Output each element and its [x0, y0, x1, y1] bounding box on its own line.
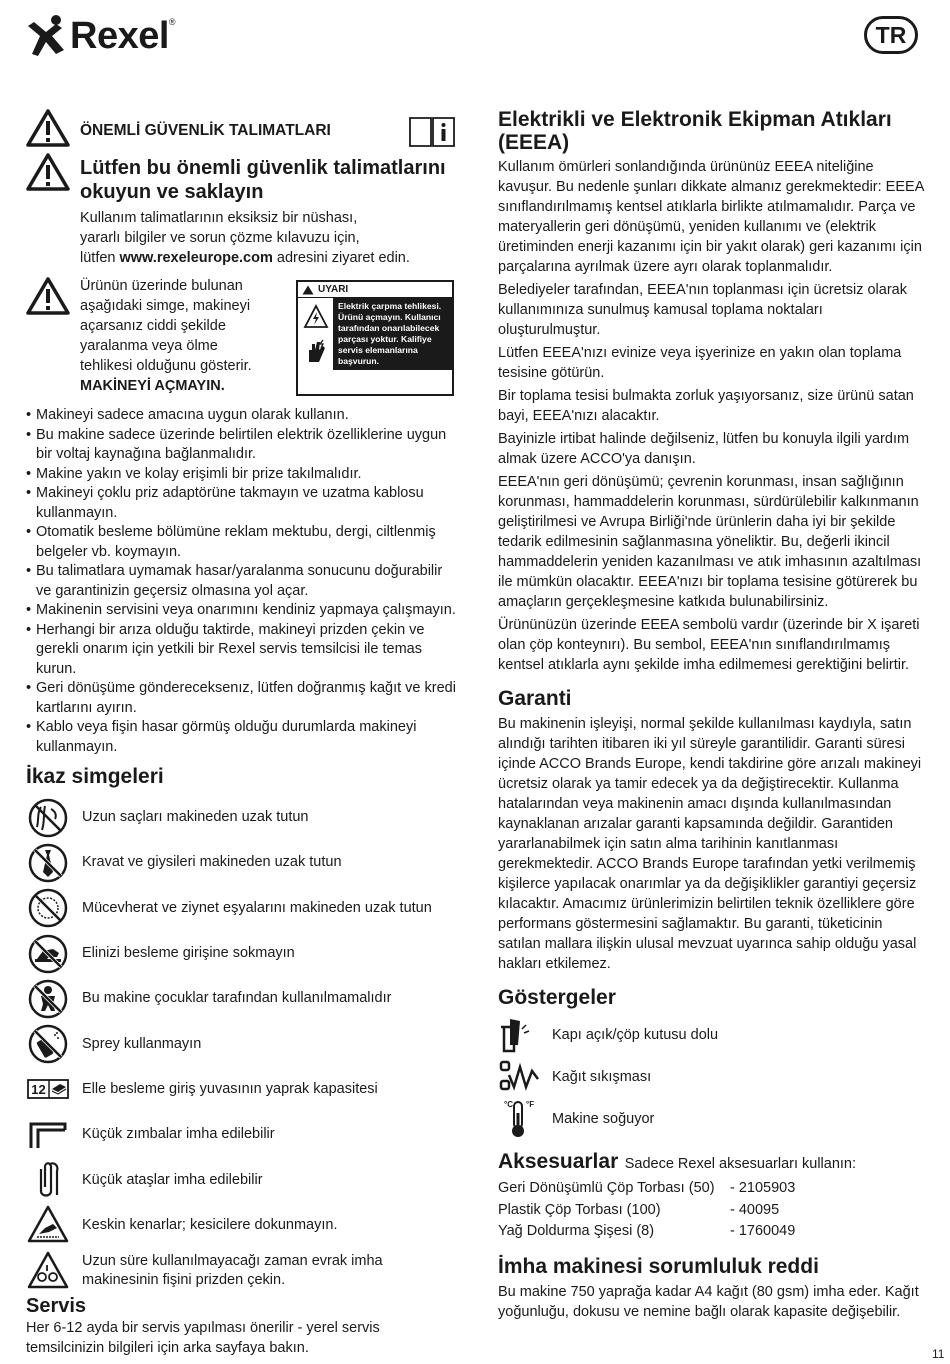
warning-line: aşağıdaki simge, makineyi	[80, 298, 251, 314]
safety-bullet-item: • Geri dönüşüme göndereceksenız, lütfen doğranmış kağıt ve kredi kartlarını ayırın.	[26, 679, 456, 718]
tie-icon	[27, 842, 69, 884]
page-number: 11	[932, 1347, 945, 1361]
paperclip-icon	[27, 1159, 69, 1201]
weee-paragraph: Ürününüzün üzerinde EEEA sembolü vardır (üzerinde bir X işareti olan çöp konteynırı). Bu sembol, EEEA'nın sınıflandırılmamış kentsel atıklarla aynı şekilde imha edilmemesi gerektiğini belirtir.	[498, 617, 920, 673]
warranty-heading: Garanti	[498, 687, 572, 710]
intro-line: yararlı bilgiler ve sorun çözme kılavuzu için,	[80, 230, 360, 246]
spray-icon	[27, 1023, 69, 1065]
accessory-name: Geri Dönüşümlü Çöp Torbası (50)	[498, 1180, 715, 1196]
accessories-heading-row	[498, 1150, 926, 1174]
label-text: Elektrik çarpma tehlikesi. Ürünü açmayın. Kullanıcı tarafından onarılabilecek parçası yoktur. Kalifiye servis elemanlarına başvurun.	[334, 298, 452, 370]
accessory-name: Plastik Çöp Torbası (100)	[498, 1201, 661, 1218]
accessory-row	[498, 1178, 926, 1200]
child-icon	[27, 978, 69, 1020]
symbol-row	[26, 886, 456, 931]
service-heading: Servis	[26, 1295, 87, 1318]
safety-bullet-item: • Bu makine sadece üzerinde belirtilen elektrik özelliklerine uygun bir voltaj kaynağına bağlanmalıdır.	[26, 426, 456, 465]
accessory-code: - 1760049	[730, 1223, 796, 1239]
brand-registered-mark: ®	[168, 17, 176, 27]
thermometer-icon	[498, 1099, 542, 1139]
symbol-row	[26, 1203, 456, 1248]
safety-bullet-item: • Makineyi sadece amacına uygun olarak kullanın.	[26, 406, 456, 426]
label-header	[298, 282, 452, 298]
indicator-row	[498, 1056, 926, 1098]
jewellery-icon	[27, 887, 69, 929]
symbol-text: Uzun süre kullanılmayacağı zaman evrak imha makinesinin fişini prizden çekin.	[82, 1252, 383, 1288]
open-machine-warning	[26, 276, 456, 396]
safety-subheading	[80, 156, 446, 204]
symbol-row	[26, 1248, 456, 1293]
safety-subheading-line: Lütfen bu önemli güvenlik talimatlarını	[80, 157, 446, 179]
intro-prefix: lütfen	[80, 250, 120, 266]
symbol-row	[26, 840, 456, 885]
language-badge: TR	[864, 16, 918, 54]
safety-heading: ÖNEMLİ GÜVENLİK TALIMATLARI	[80, 122, 331, 139]
safety-heading-row	[26, 108, 456, 148]
symbol-text: Bu makine çocuklar tarafından kullanılmamalıdır	[82, 990, 392, 1007]
accessory-code: - 40095	[730, 1201, 780, 1218]
safety-bullet-item: • Bu talimatlara uymamak hasar/yaralanma sonucunu doğurabilir ve garantinizin geçersiz olmasına yol açar.	[26, 562, 456, 601]
warning-symbols-heading: İkaz simgeleri	[26, 765, 164, 788]
hand-shock-icon	[303, 338, 329, 364]
accessories-list	[498, 1178, 926, 1243]
paper-jam-icon	[498, 1057, 542, 1097]
accessories-subheading: Sadece Rexel aksesuarları kullanın:	[624, 1156, 857, 1172]
symbol-text: Uzun saçları makineden uzak tutun	[82, 809, 309, 826]
symbol-row	[26, 1112, 456, 1157]
symbol-text: Küçük zımbalar imha edilebilir	[82, 1126, 275, 1143]
bin-full-icon	[498, 1015, 542, 1055]
weee-paragraph: Lütfen EEEA'nızı evinize veya işyerinize en yakın olan toplama tesisine götürün.	[498, 345, 902, 381]
accessory-row	[498, 1221, 926, 1243]
warning-line: Ürünün üzerinde bulunan	[80, 278, 243, 294]
weee-paragraph: Bayinizle irtibat halinde değilseniz, lütfen bu konuyla ilgili yardım almak üzere ACCO'ya danışın.	[498, 431, 910, 467]
symbol-text: Keskin kenarlar; kesicilere dokunmayın.	[82, 1216, 338, 1233]
warning-do-not-open: MAKİNEYİ AÇMAYIN.	[80, 378, 225, 394]
small-warning-icon	[302, 285, 314, 295]
staple-icon	[27, 1114, 69, 1156]
safety-bullet-item: • Makine yakın ve kolay erişimli bir prize takılmalıdır.	[26, 465, 456, 485]
symbol-text: Mücevherat ve ziynet eşyalarını makineden uzak tutun	[82, 899, 432, 916]
warning-line: tehlikesi olduğunu gösterir.	[80, 358, 252, 374]
warning-line: açarsanız ciddi şekilde	[80, 318, 226, 334]
open-machine-warning-text	[80, 276, 290, 396]
brand-logo	[26, 14, 176, 58]
intro-line	[80, 248, 456, 268]
label-body	[298, 298, 452, 370]
symbol-text: Kravat ve giysileri makineden uzak tutun	[82, 854, 342, 871]
safety-bullet-item: • Herhangi bir arıza olduğu taktirde, makineyi prizden çekin ve gerekli onarım için yetkili bir Rexel servis temsilcisi ile temas kurun.	[26, 621, 456, 680]
intro-line: Kullanım talimatlarının eksiksiz bir nüshası,	[80, 210, 358, 226]
symbol-row	[26, 931, 456, 976]
accessory-code: - 2105903	[730, 1180, 796, 1196]
symbol-text: Elle besleme giriş yuvasının yaprak kapasitesi	[82, 1080, 378, 1097]
hair-icon	[27, 797, 69, 839]
safety-bullet-item: • Kablo veya fişin hasar görmüş olduğu durumlarda makineyi kullanmayın.	[26, 718, 456, 757]
indicator-row	[498, 1098, 926, 1140]
disclaimer-heading: İmha makinesi sorumluluk reddi	[498, 1254, 819, 1278]
safety-subheading-line: okuyun ve saklayın	[80, 181, 264, 203]
rexel-figure-icon	[26, 14, 68, 58]
symbol-row	[26, 976, 456, 1021]
sheet-capacity-icon	[27, 1068, 69, 1110]
indicator-text: Kağıt sıkışması	[552, 1069, 652, 1085]
weee-heading: Elektrikli ve Elektronik Ekipman Atıkları (EEEA)	[498, 108, 892, 154]
weee-paragraph: Belediyeler tarafından, EEEA'nın toplanması için ücretsiz olarak kullanımınıza sunulmuş kamusal toplama noktaları oluşturulmuştur.	[498, 282, 907, 338]
warning-line: yaralanma veya ölme	[80, 338, 218, 354]
safety-subheading-row	[26, 152, 456, 204]
warning-triangle-icon	[26, 276, 70, 316]
website-link[interactable]: www.rexeleurope.com	[119, 250, 273, 266]
hand-icon	[27, 933, 69, 975]
symbol-row	[26, 1067, 456, 1112]
symbol-text: Küçük ataşlar imha edilebilir	[82, 1171, 263, 1188]
right-column	[498, 108, 926, 1322]
disclaimer-text: Bu makine 750 yaprağa kadar A4 kağıt (80 gsm) imha eder. Kağıt yoğunluğu, dokusu ve nemine bağlı olarak kapasite değişebilir.	[498, 1283, 919, 1320]
safety-bullet-item: • Makinenin servisini veya onarımını kendiniz yapmaya çalışmayın.	[26, 601, 456, 621]
label-icons	[298, 298, 334, 370]
safety-bullet-item: • Makineyi çoklu priz adaptörüne takmayın ve uzatma kablosu kullanmayın.	[26, 484, 456, 523]
sharp-edges-icon	[27, 1204, 69, 1246]
unplug-icon	[27, 1250, 69, 1292]
symbol-text: Sprey kullanmayın	[82, 1035, 202, 1052]
warning-symbols-list	[26, 795, 456, 1293]
warning-triangle-icon	[26, 108, 70, 148]
celsius-label: °C	[504, 1100, 513, 1109]
symbol-row	[26, 795, 456, 840]
indicators-list	[498, 1014, 926, 1140]
warning-triangle-icon	[26, 152, 70, 192]
indicators-heading: Göstergeler	[498, 986, 616, 1009]
product-warning-label	[296, 280, 454, 396]
safety-intro	[80, 208, 456, 268]
weee-paragraph: Bir toplama tesisi bulmakta zorluk yaşıyorsanız, size ürünü satan bayi, EEEA'nızı alacaktır.	[498, 388, 914, 424]
safety-bullets	[26, 406, 456, 757]
indicator-row	[498, 1014, 926, 1056]
symbol-row	[26, 1021, 456, 1066]
electric-shock-icon	[303, 304, 329, 330]
weee-paragraph: EEEA'nın geri dönüşümü; çevrenin korunması, insan sağlığının korunması, hammaddelerin korunması, sürdürülebilir kalkınmanın geliştirilmesi ve Avrupa Birliği'nde ürünlerin daha iyi bir şekilde tedarik edilmesinin sağlanmasına yöneliktir. Bu, değerli ikincil hammaddelerin yeniden kazanılması ve atık imhasının azaltılması ile mümkün olacaktır. EEEA'nızı bir toplama tesisine götürerek bu amaçların gerçekleşmesine katkıda bulunabilirsiniz.	[498, 474, 922, 610]
symbol-text: Elinizi besleme girişine sokmayın	[82, 945, 295, 962]
safety-bullet-item: • Otomatik besleme bölümüne reklam mektubu, dergi, ciltlenmiş belgeler vb. koymayın.	[26, 523, 456, 562]
sheet-capacity-value: 12	[31, 1082, 46, 1098]
brand-name: Rexel	[70, 14, 169, 57]
accessory-row	[498, 1200, 926, 1222]
indicator-text: Makine soğuyor	[552, 1111, 655, 1127]
weee-paragraph: Kullanım ömürleri sonlandığında ürününüz EEEA niteliğine kavuşur. Bu nedenle şunları dikkate almanız gerekmektedir: EEEA sınıflandırılmamış kentsel atıklarla birlikte atılmamalıdır. Parça ve materyallerin geri dönüşümü, yeniden kullanımı ve (elektrik üretiminden enerji kazanımı için bir yakıt olarak) geri kazanımı için parçalarına ayrılmak üzere ayrı olarak toplanmalıdır.	[498, 159, 924, 275]
accessory-name: Yağ Doldurma Şişesi (8)	[498, 1223, 655, 1239]
symbol-row	[26, 1157, 456, 1202]
label-title: UYARI	[318, 284, 349, 295]
service-text: Her 6-12 ayda bir servis yapılması önerilir - yerel servis temsilcinizin bilgileri için arka sayfaya bakın.	[26, 1320, 380, 1357]
warranty-text: Bu makinenin işleyişi, normal şekilde kullanılması kaydıyla, satın alındığı tarihten itibaren iki yıl süreyle garantilidir. Garanti süresi içinde ACCO Brands Europe, kendi takdirine göre arızalı makineyi ücretsiz olarak ya tamir edecek ya da değiştirecektir. Kullanma hatalarından veya makinenin amacı dışında kullanılmasından kaynaklanan arızalar garanti kapsamında değildir. Garantiden yararlanabilmek için satın alma tarihinin kanıtlanması gerekmektedir. ACCO Brands Europe tarafından yetki verilmemiş kişilerce yapılacak onarımlar ya da değişiklikler garantiyi geçersiz kılacaktır. Amacımız ürünlerimizin belirtilen teknik özelliklere göre performans göstermesini sağlamaktır. Bu garanti, tüketicinin satılan mallara ilişkin ulusal mevzuat uyarınca sahip olduğu yasal hakları etkilemez.	[498, 716, 922, 972]
weee-paragraphs	[498, 157, 926, 675]
left-column	[26, 108, 456, 1358]
manual-book-icon	[408, 114, 456, 148]
indicator-text: Kapı açık/çöp kutusu dolu	[552, 1027, 719, 1043]
accessories-heading: Aksesuarlar	[498, 1150, 619, 1173]
intro-suffix: adresini ziyaret edin.	[272, 250, 410, 266]
fahrenheit-label: °F	[526, 1100, 535, 1109]
